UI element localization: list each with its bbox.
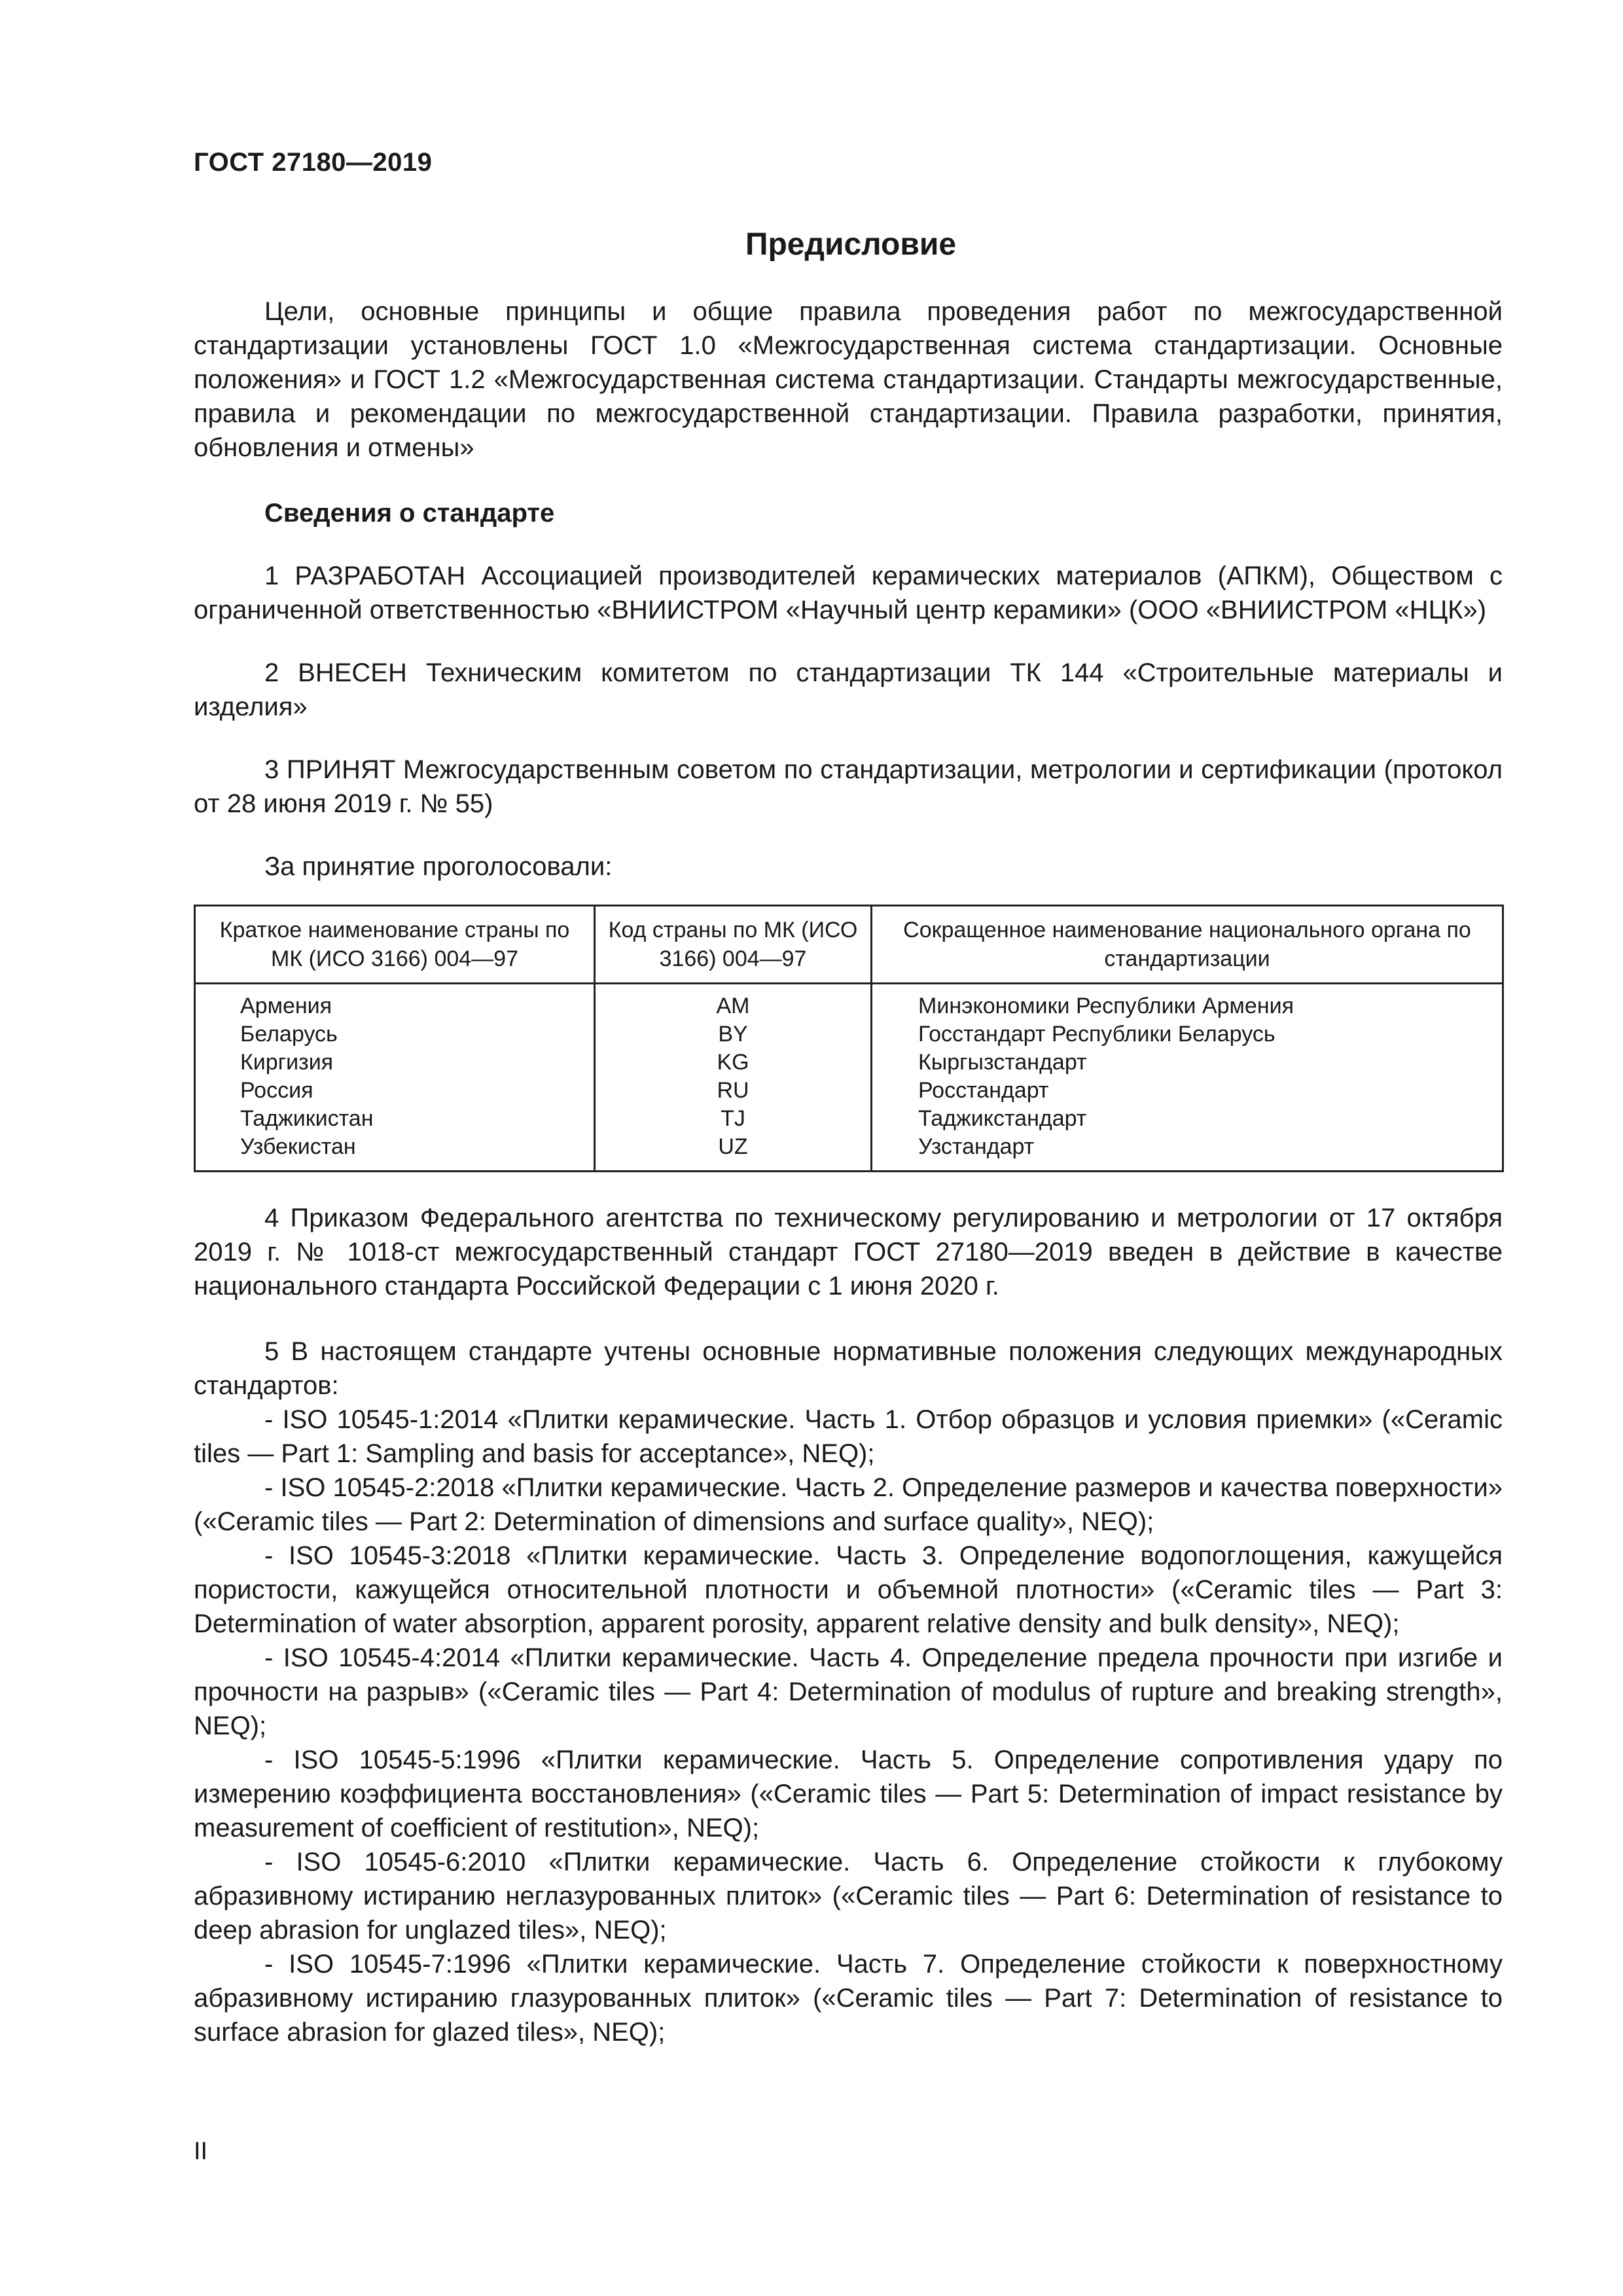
country-code: BY (718, 1022, 748, 1047)
vote-label: За принятие проголосовали: (264, 852, 613, 881)
page-title: Предисловие (745, 227, 957, 262)
iso-list-item: - ISO 10545-3:2018 «Плитки керамические. Часть 3. Определение водопоглощения, кажущейся пористости, кажущейся относительной плотности и объемной плотности» («Ceramic tiles — Part 3: Determination of water absorption, apparent porosity, apparent relative density and bulk density», NEQ); (194, 1541, 1503, 1638)
country-code: TJ (721, 1106, 745, 1131)
standards-body: Минэкономики Республики Армения (918, 994, 1294, 1018)
country-name: Киргизия (240, 1050, 334, 1075)
standards-body: Кыргызстандарт (918, 1050, 1087, 1075)
document-code: ГОСТ 27180—2019 (194, 148, 433, 177)
iso-list-item: - ISO 10545-2:2018 «Плитки керамические. Часть 2. Определение размеров и качества поверхности» («Ceramic tiles — Part 2: Determination of dimensions and surface quality», NEQ); (194, 1473, 1503, 1536)
column-header-code: Код страны по МК (ИСО 3166) 004—97 (595, 906, 872, 984)
column-header-country: Краткое наименование страны по МК (ИСО 3166) 004—97 (195, 906, 595, 984)
country-code: RU (717, 1078, 749, 1103)
page-number: II (194, 2138, 208, 2165)
country-name: Беларусь (240, 1022, 338, 1047)
code-cell (595, 984, 872, 1172)
country-code: UZ (718, 1134, 748, 1159)
standards-body: Росстандарт (918, 1078, 1049, 1103)
column-header-body: Сокращенное наименование национального органа по стандартизации (872, 906, 1503, 984)
iso-list-item: - ISO 10545-7:1996 «Плитки керамические. Часть 7. Определение стойкости к поверхностному абразивному истиранию глазурованных плиток» («Ceramic tiles — Part 7: Determination of resistance to surface abrasion for glazed tiles», NEQ); (194, 1950, 1503, 2047)
iso-list-item: - ISO 10545-5:1996 «Плитки керамические. Часть 5. Определение сопротивления удару по измерению коэффициента восстановления» («Ceramic tiles — Part 5: Determination of impact resistance by measurement of coefficient of restitution», NEQ); (194, 1746, 1503, 1842)
standards-body: Узстандарт (918, 1134, 1035, 1159)
item-1-paragraph: 1 РАЗРАБОТАН Ассоциацией производителей керамических материалов (АПКМ), Обществом с ограниченной ответственностью «ВНИИСТРОМ «Научный центр керамики» (ООО «ВНИИСТРОМ «НЦК») (194, 562, 1503, 624)
body-cell (872, 984, 1503, 1172)
country-code: KG (717, 1050, 749, 1075)
voting-table (194, 905, 1504, 1172)
country-name: Узбекистан (240, 1134, 356, 1159)
country-code: AM (716, 994, 750, 1018)
item-3-paragraph: 3 ПРИНЯТ Межгосударственным советом по стандартизации, метрологии и сертификации (протокол от 28 июня 2019 г. № 55) (194, 755, 1503, 818)
item-2-paragraph: 2 ВНЕСЕН Техническим комитетом по стандартизации ТК 144 «Строительные материалы и изделия» (194, 658, 1503, 721)
document-body (194, 295, 1503, 2049)
standards-body: Госстандарт Республики Беларусь (918, 1022, 1275, 1047)
intro-paragraph: Цели, основные принципы и общие правила проведения работ по межгосударственной стандартизации установлены ГОСТ 1.0 «Межгосударственная система стандартизации. Основные положения» и ГОСТ 1.2 «Межгосударственная система стандартизации. Стандарты межгосударственные, правила и рекомендации по межгосударственной стандартизации. Правила разработки, принятия, обновления и отмены» (194, 297, 1503, 462)
country-name: Россия (240, 1078, 313, 1103)
country-name: Таджикистан (240, 1106, 374, 1131)
iso-list-item: - ISO 10545-4:2014 «Плитки керамические. Часть 4. Определение предела прочности при изгибе и прочности на разрыв» («Ceramic tiles — Part 4: Determination of modulus of rupture and breaking strength», NEQ); (194, 1643, 1503, 1740)
standards-body: Таджикстандарт (918, 1106, 1087, 1131)
iso-list-item: - ISO 10545-1:2014 «Плитки керамические. Часть 1. Отбор образцов и условия приемки» («Ceramic tiles — Part 1: Sampling and basis for acceptance», NEQ); (194, 1405, 1503, 1468)
section-heading: Сведения о стандарте (264, 499, 555, 528)
item-5-paragraph: 5 В настоящем стандарте учтены основные нормативные положения следующих международных стандартов: (194, 1337, 1503, 1400)
iso-list-item: - ISO 10545-6:2010 «Плитки керамические. Часть 6. Определение стойкости к глубокому абразивному истиранию неглазурованных плиток» («Ceramic tiles — Part 6: Determination of resistance to deep abrasion for unglazed tiles», NEQ); (194, 1848, 1503, 1945)
item-4-paragraph: 4 Приказом Федерального агентства по техническому регулированию и метрологии от 17 октября 2019 г. № 1018-ст межгосударственный стандарт ГОСТ 27180—2019 введен в действие в качестве национального стандарта Российской Федерации с 1 июня 2020 г. (194, 1204, 1503, 1300)
table-header-row (195, 906, 1503, 984)
table-row (195, 984, 1503, 1172)
country-cell (195, 984, 595, 1172)
country-name: Армения (240, 994, 332, 1018)
